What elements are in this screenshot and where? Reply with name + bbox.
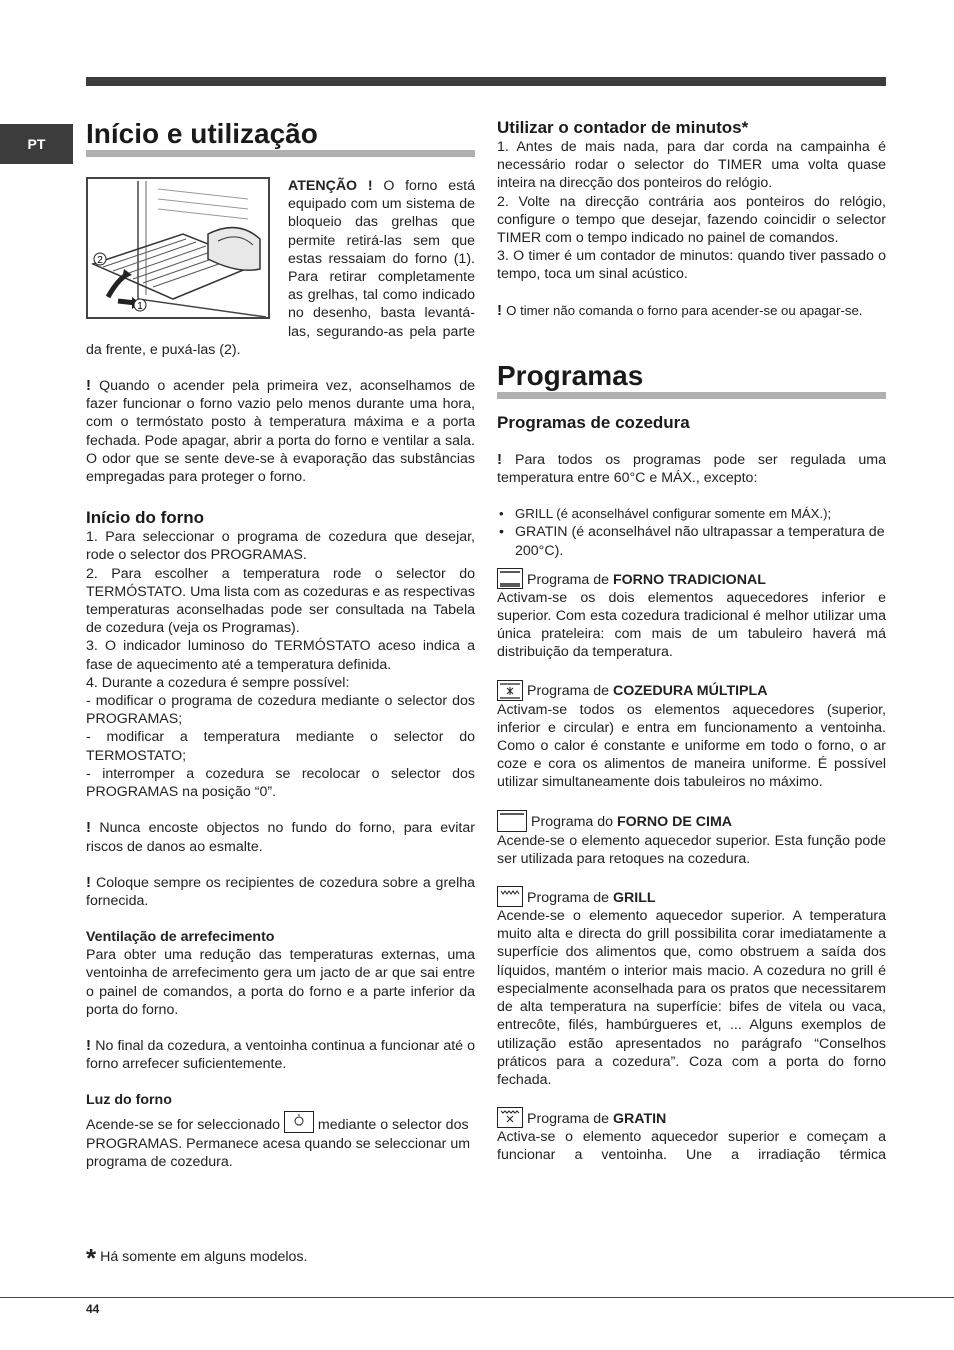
language-tab: PT — [0, 124, 73, 164]
footnote: * Há somente em alguns modelos. — [86, 1243, 308, 1273]
program-gratin: Programa de GRATIN Activa-se o elemento aquecedor superior e começam a funcionar a ventoinha. Une a irradiação térmica — [497, 1107, 886, 1164]
start-line-2: 2. Para escolher a temperatura rode o selector do TERMÓSTATO. Uma lista com as cozeduras e as respectivas temperaturas aconselhadas pode ser consultada na Tabela de cozedura (veja os Programas). — [86, 565, 475, 637]
attention-paragraph: ATENÇÃO ! O forno está equipado com um sistema de bloqueio das grelhas que permite retirá-las sem que estas ressaiam do forno (1). Para retirar completamente as grelhas, tal como indicado no desenho, basta levantá-las, segurando-as pela parte da frente, e puxá-las (2). — [86, 178, 476, 358]
start-line-1: 1. Para seleccionar o programa de cozedura que desejar, rode o selector dos PROGRAMAS. — [86, 529, 475, 564]
warning-mark-icon: ! — [497, 450, 515, 468]
timer-note: ! O timer não comanda o forno para acender-se ou apagar-se. — [497, 301, 863, 319]
right-column — [497, 118, 886, 1165]
oven-rack-drawing — [88, 179, 268, 317]
ventilation-text: Para obter uma redução das temperaturas externas, uma ventoinha de arrefecimento gera um jacto de ar que sai entre o painel de comandos, a porta do forno e a parte inferior da porta do forno. — [86, 947, 475, 1018]
program-description: Activa-se o elemento aquecedor superior e começam a funcionar a ventoinha. Une a irradiação térmica — [497, 1129, 886, 1164]
oven-light-icon — [284, 1111, 314, 1133]
forno-de-cima-icon — [497, 810, 527, 832]
program-forno-de-cima: Programa do FORNO DE CIMA Acende-se o elemento aquecedor superior. Esta função pode ser utilizada para retoques na cozedura. — [497, 810, 886, 868]
grill-icon — [497, 886, 523, 907]
program-description: Acende-se o elemento aquecedor superior. A temperatura muito alta e directa do grill possibilita corar imediatamente a superfície dos alimentos que, como obstruem a saída dos líquidos, mantém o interior mais macio. A cozedura no grill é especialmente aconselhada para os pratos que necessitarem de alta temperatura na superfície: bifes de vitela ou vaca, entrecôte, filés, hambúrgueres et, ... Alguns exemplos de utilização estão apresentados no parágrafo “Conselhos práticos para a cozedura”. Coza com a porta do forno fechada. — [497, 908, 886, 1088]
section-title-programas: Programas — [497, 360, 886, 399]
warning-mark-icon: ! — [497, 301, 507, 319]
list-item: • GRILL (é aconselhável configurar somente em MÁX.); — [497, 505, 886, 523]
light-text: Acende-se se for seleccionado mediante o selector dos PROGRAMAS. Permanece acesa quando se seleccionar um programa de cozedura. — [86, 1111, 475, 1171]
timer-line-3: 3. O timer é um contador de minutos: quando tiver passado o tempo, toca um sinal acústico. — [497, 248, 886, 283]
fig-label-1: 1 — [137, 301, 143, 312]
warning-mark-icon: ! — [86, 873, 97, 891]
start-line-6: - modificar a temperatura mediante o selector do TERMOSTATO; — [86, 729, 475, 764]
start-line-5: - modificar o programa de cozedura mediante o selector dos PROGRAMAS; — [86, 693, 475, 728]
heading-timer: Utilizar o contador de minutos* — [497, 118, 749, 137]
heading-programas-de-cozedura: Programas de cozedura — [497, 412, 690, 432]
heading-ventilacao: Ventilação de arrefecimento — [86, 929, 275, 946]
program-grill: Programa de GRILL Acende-se o elemento aquecedor superior. A temperatura muito alta e directa do grill possibilita corar imediatamente a superfície dos alimentos que, como obstruem a saída dos líquidos, mantém o interior mais macio. A cozedura no grill é especialmente aconselhada para os pratos que necessitarem de alta temperatura na superfície: bifes de vitela ou vaca, entrecôte, filés, hambúrgueres et, ... Alguns exemplos de utilização estão apresentados no parágrafo “Conselhos práticos para a cozedura”. Coza com a porta do forno fechada. — [497, 886, 886, 1089]
start-line-7: - interromper a cozedura se recolocar o selector dos PROGRAMAS na posição “0”. — [86, 765, 475, 801]
program-description: Acende-se o elemento aquecedor superior. Esta função pode ser utilizada para retoques na cozedura. — [497, 832, 886, 867]
cozedura-multipla-icon — [497, 680, 523, 701]
timer-line-2: 2. Volte na direcção contrária aos ponteiros do relógio, configure o tempo que desejar, fazendo coincidir o selector TIMER com o tempo indicado no painel de comandos. — [497, 193, 886, 247]
forno-tradicional-icon — [497, 568, 523, 589]
page-number: 44 — [86, 1302, 100, 1316]
program-description: Activam-se os dois elementos aquecedores inferior e superior. Com esta cozedura tradicional é melhor utilizar uma única prateleira: com mais de um tabuleiro haverá má distribuição da temperatura. — [497, 589, 886, 661]
first-use-note: ! Quando o acender pela primeira vez, aconselhamos de fazer funcionar o forno vazio pelo menos durante uma hora, com o termóstato posto à temperatura máxima e a porta fechada. Pode apagar, abrir a porta do forno e ventilar a sala. O odor que se sente deve-se à evaporação das substâncias empregadas para proteger o forno. — [86, 377, 475, 486]
program-forno-tradicional: Programa de FORNO TRADICIONAL Activam-se os dois elementos aquecedores inferior e superior. Com esta cozedura tradicional é melhor utilizar uma única prateleira: com mais de um tabuleiro haverá má distribuição da temperatura. — [497, 568, 886, 662]
exception-list — [497, 505, 886, 560]
warning-mark-icon: ! — [86, 377, 100, 395]
section-title-inicio: Início e utilização — [86, 118, 475, 157]
heading-inicio-do-forno: Início do forno — [86, 508, 205, 528]
fig-label-2: 2 — [97, 255, 103, 266]
enamel-note: ! Nunca encoste objectos no fundo do forno, para evitar riscos de danos ao esmalte. — [86, 819, 475, 855]
timer-line-1: 1. Antes de mais nada, para dar corda na campainha é necessário rodar o selector do TIMER uma volta quase inteira na direcção dos ponteiros do relógio. — [497, 139, 886, 192]
grid-note: ! Coloque sempre os recipientes de cozedura sobre a grelha fornecida. — [86, 873, 476, 909]
start-line-4: 4. Durante a cozedura é sempre possível: — [86, 674, 350, 691]
left-column — [86, 118, 475, 1171]
warning-mark-icon: ! — [86, 819, 100, 837]
program-description: Activam-se todos os elementos aquecedores (superior, inferior e circular) e entra em funcionamento a ventoinha. Como o calor é constante e uniforme em todo o forno, o ar coze e cora os alimentos de maneira uniforme. É possível utilizar simultaneamente dois tabuleiros no máximo. — [497, 701, 886, 791]
footnote-star: * — [86, 1243, 97, 1273]
attention-label: ATENÇÃO ! — [288, 178, 373, 194]
program-cozedura-multipla: Programa de COZEDURA MÚLTIPLA Activam-se todos os elementos aquecedores (superior, inferior e circular) e entra em funcionamento a ventoinha. Como o calor é constante e uniforme em todo o forno, o ar coze e cora os alimentos de maneira uniforme. É possível utilizar simultaneamente dois tabuleiros no máximo. — [497, 680, 886, 792]
warning-mark-icon: ! — [86, 1036, 96, 1054]
fan-note: ! No final da cozedura, a ventoinha continua a funcionar até o forno arrefecer suficientemente. — [86, 1036, 475, 1073]
start-line-3: 3. O indicador luminoso do TERMÓSTATO aceso indica a fase de aquecimento até a temperatura definida. — [86, 638, 475, 673]
list-item: • GRATIN (é aconselhável não ultrapassar a temperatura de 200°C). — [497, 523, 886, 559]
temperature-note: ! Para todos os programas pode ser regulada uma temperatura entre 60°C e MÁX., excepto: — [497, 450, 886, 487]
oven-rack-illustration — [86, 177, 270, 319]
gratin-icon — [497, 1107, 523, 1128]
top-rule — [86, 77, 886, 86]
heading-luz-do-forno: Luz do forno — [86, 1092, 172, 1109]
bottom-rule — [0, 1297, 954, 1298]
